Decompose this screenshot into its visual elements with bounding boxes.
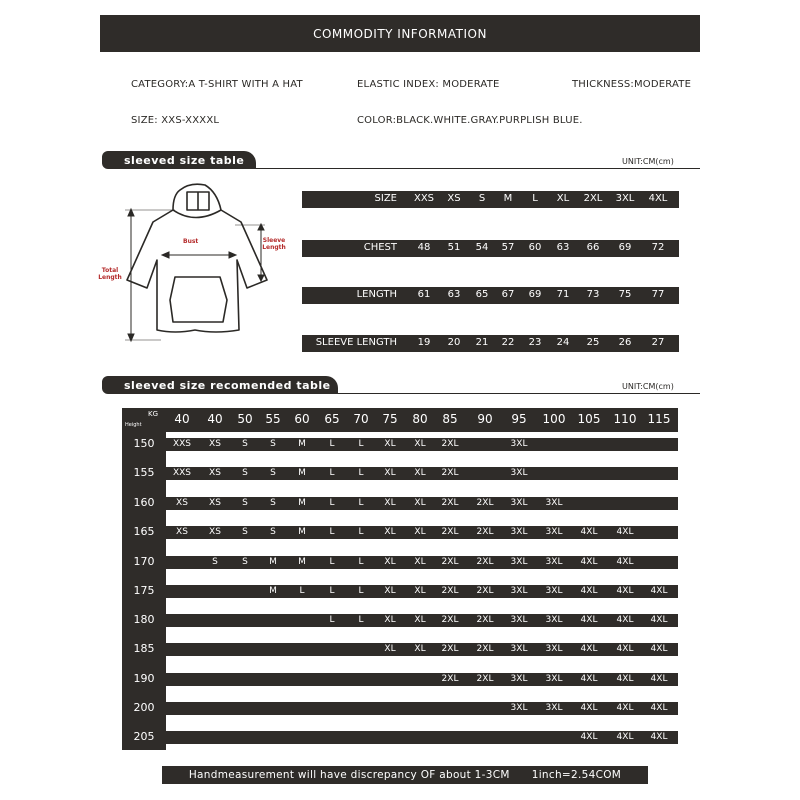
spec-cell: 19 (417, 337, 431, 348)
weight-header-cell: 90 (477, 412, 493, 426)
size-cell: S (270, 527, 276, 537)
size-cell: 4XL (580, 557, 598, 567)
size-row (166, 673, 678, 686)
spec-row-size (302, 191, 679, 208)
spec-row-chest (302, 240, 679, 257)
size-cell: L (358, 498, 364, 508)
weight-header-cell: 55 (265, 412, 281, 426)
size-cell: 3XL (510, 674, 528, 684)
size-cell: XL (414, 557, 426, 567)
weight-header-cell: 80 (412, 412, 428, 426)
spec-cell: 72 (651, 242, 665, 253)
size-cell: XXS (172, 439, 192, 449)
inch-conversion: 1inch=2.54COM (531, 769, 622, 781)
weight-header-cell: 85 (442, 412, 458, 426)
spec-cell: 24 (556, 337, 570, 348)
weight-header-cell: 110 (613, 412, 637, 426)
size-cell: 2XL (476, 557, 494, 567)
size-cell: M (298, 468, 306, 478)
size-cell: S (242, 498, 248, 508)
size-cell: S (242, 468, 248, 478)
size-cell: XS (209, 468, 221, 478)
size-cell: 4XL (616, 586, 634, 596)
size-cell: 3XL (545, 674, 563, 684)
spec-cell: 25 (586, 337, 600, 348)
commodity-information-banner (100, 15, 700, 52)
weight-header-cell: 75 (382, 412, 398, 426)
size-cell: 4XL (580, 527, 598, 537)
size-cell: 3XL (510, 586, 528, 596)
size-cell: 2XL (476, 527, 494, 537)
size-row (166, 643, 678, 656)
size-cell: M (298, 439, 306, 449)
size-cell: XL (384, 644, 396, 654)
spec-cell: M (503, 193, 513, 204)
spec-cell: 54 (475, 242, 489, 253)
size-row (166, 731, 678, 744)
weight-header-cell: 65 (324, 412, 340, 426)
size-row (166, 467, 678, 480)
info-color: COLOR:BLACK.WHITE.GRAY.PURPLISH BLUE. (357, 115, 583, 126)
spec-cell: 60 (528, 242, 542, 253)
size-cell: 4XL (650, 732, 668, 742)
spec-cell: 66 (586, 242, 600, 253)
size-cell: 4XL (580, 703, 598, 713)
size-cell: XL (414, 615, 426, 625)
size-cell: 3XL (545, 557, 563, 567)
spec-row-sleeve-length (302, 335, 679, 352)
size-row (166, 585, 678, 598)
spec-cell: 4XL (648, 193, 668, 204)
size-cell: XS (209, 498, 221, 508)
size-cell: 2XL (441, 674, 459, 684)
size-cell: S (242, 527, 248, 537)
size-cell: 3XL (545, 527, 563, 537)
measurement-note-bar (162, 766, 648, 784)
size-row (166, 702, 678, 715)
size-cell: 2XL (441, 527, 459, 537)
size-cell: S (242, 439, 248, 449)
section-divider (256, 168, 700, 169)
size-cell: 3XL (510, 615, 528, 625)
spec-cell: 61 (417, 289, 431, 300)
height-label: 170 (133, 555, 155, 568)
size-cell: 3XL (545, 498, 563, 508)
size-cell: 4XL (616, 674, 634, 684)
info-elastic: ELASTIC INDEX: MODERATE (357, 79, 500, 90)
size-cell: 3XL (510, 557, 528, 567)
size-cell: S (270, 439, 276, 449)
weight-header-cell: 60 (294, 412, 310, 426)
size-cell: S (270, 498, 276, 508)
size-cell: L (358, 586, 364, 596)
size-cell: XL (384, 586, 396, 596)
spec-cell: 63 (447, 289, 461, 300)
height-label: 205 (133, 730, 155, 743)
spec-row-label: SLEEVE LENGTH (315, 337, 397, 348)
spec-cell: 2XL (583, 193, 603, 204)
spec-row-label: SIZE (374, 193, 397, 204)
spec-cell: 48 (417, 242, 431, 253)
weight-header-cell: 50 (237, 412, 253, 426)
size-cell: M (298, 498, 306, 508)
size-cell: 4XL (616, 703, 634, 713)
spec-cell: 27 (651, 337, 665, 348)
size-cell: XS (209, 439, 221, 449)
size-cell: 2XL (441, 615, 459, 625)
weight-header-cell: 100 (542, 412, 566, 426)
size-cell: XL (384, 468, 396, 478)
height-label: 180 (133, 613, 155, 626)
size-cell: L (358, 615, 364, 625)
spec-cell: L (532, 193, 538, 204)
size-cell: 2XL (476, 615, 494, 625)
size-cell: L (299, 586, 305, 596)
size-cell: S (212, 557, 218, 567)
spec-row-label: CHEST (363, 242, 397, 253)
total-length-label: Total Length (98, 267, 122, 281)
size-cell: 3XL (510, 468, 528, 478)
spec-cell: 69 (528, 289, 542, 300)
size-cell: XXS (172, 468, 192, 478)
height-label: 155 (133, 466, 155, 479)
spec-cell: XS (447, 193, 461, 204)
weight-header-cell: 70 (353, 412, 369, 426)
size-row (166, 497, 678, 510)
size-cell: 4XL (616, 732, 634, 742)
size-cell: M (298, 557, 306, 567)
size-cell: M (269, 586, 277, 596)
weight-header-cell: 40 (174, 412, 190, 426)
size-cell: XL (384, 498, 396, 508)
height-label: 160 (133, 496, 155, 509)
size-cell: L (358, 527, 364, 537)
size-cell: L (358, 468, 364, 478)
size-cell: 3XL (545, 703, 563, 713)
size-cell: 2XL (441, 498, 459, 508)
spec-cell: 3XL (615, 193, 635, 204)
size-cell: XL (414, 527, 426, 537)
size-cell: 4XL (616, 615, 634, 625)
weight-header-row (122, 408, 678, 432)
size-cell: 3XL (510, 439, 528, 449)
size-cell: 3XL (545, 586, 563, 596)
size-cell: 4XL (580, 615, 598, 625)
size-cell: 2XL (441, 468, 459, 478)
size-cell: 2XL (476, 674, 494, 684)
size-cell: 4XL (616, 527, 634, 537)
info-size: SIZE: XXS-XXXXL (131, 115, 220, 126)
spec-row-label: LENGTH (356, 289, 397, 300)
spec-cell: 75 (618, 289, 632, 300)
size-cell: 2XL (476, 644, 494, 654)
size-cell: 2XL (441, 557, 459, 567)
weight-header-cell: 40 (207, 412, 223, 426)
weight-header-cell: 105 (577, 412, 601, 426)
height-label: 190 (133, 672, 155, 685)
weight-header-cell: 115 (647, 412, 671, 426)
size-table-unit: UNIT:CM(cm) (622, 157, 674, 166)
sleeve-length-label: Sleeve Length (262, 237, 286, 251)
size-row (166, 438, 678, 451)
spec-cell: 69 (618, 242, 632, 253)
size-row (166, 556, 678, 569)
height-column (122, 408, 166, 750)
size-cell: XL (384, 557, 396, 567)
size-cell: 4XL (580, 732, 598, 742)
height-label: 185 (133, 642, 155, 655)
size-cell: L (329, 557, 335, 567)
size-cell: 4XL (650, 644, 668, 654)
height-label: 175 (133, 584, 155, 597)
spec-cell: 22 (501, 337, 515, 348)
recommended-table-tab (102, 376, 338, 394)
size-cell: 2XL (476, 586, 494, 596)
size-cell: 4XL (650, 615, 668, 625)
spec-cell: S (478, 193, 486, 204)
size-table-tab-label: sleeved size table (124, 153, 245, 167)
size-cell: 3XL (510, 527, 528, 537)
size-cell: S (242, 557, 248, 567)
spec-cell: 77 (651, 289, 665, 300)
size-row (166, 526, 678, 539)
spec-cell: 20 (447, 337, 461, 348)
info-thickness: THICKNESS:MODERATE (572, 79, 692, 90)
info-category: CATEGORY:A T-SHIRT WITH A HAT (131, 79, 303, 90)
size-cell: 3XL (545, 644, 563, 654)
size-cell: M (298, 527, 306, 537)
size-cell: XL (384, 439, 396, 449)
size-cell: 4XL (616, 644, 634, 654)
size-cell: L (329, 439, 335, 449)
section-divider (338, 393, 700, 394)
bust-label: Bust (183, 238, 199, 245)
size-cell: L (329, 468, 335, 478)
size-cell: L (358, 557, 364, 567)
size-cell: L (329, 527, 335, 537)
size-cell: XL (414, 586, 426, 596)
spec-cell: 71 (556, 289, 570, 300)
spec-cell: 23 (528, 337, 542, 348)
spec-cell: 65 (475, 289, 489, 300)
measurement-note: Handmeasurement will have discrepancy OF about 1-3CM (188, 769, 510, 781)
spec-cell: XXS (413, 193, 435, 204)
size-cell: 4XL (580, 674, 598, 684)
kg-corner-label: KG (148, 410, 159, 418)
size-cell: L (329, 615, 335, 625)
size-cell: XL (414, 468, 426, 478)
recommended-table-tab-label: sleeved size recomended table (124, 378, 331, 392)
size-cell: 4XL (650, 674, 668, 684)
height-label: 200 (133, 701, 155, 714)
size-cell: L (358, 439, 364, 449)
garment-diagram (95, 180, 295, 350)
size-cell: 3XL (510, 498, 528, 508)
size-cell: L (329, 586, 335, 596)
size-cell: S (270, 468, 276, 478)
size-cell: XS (176, 498, 188, 508)
size-row (166, 614, 678, 627)
size-cell: M (269, 557, 277, 567)
height-label: 150 (133, 437, 155, 450)
spec-cell: 51 (447, 242, 461, 253)
size-cell: 4XL (580, 644, 598, 654)
size-table-tab (102, 151, 256, 169)
spec-cell: 73 (586, 289, 600, 300)
size-cell: XL (414, 439, 426, 449)
size-cell: XL (384, 615, 396, 625)
size-cell: L (329, 498, 335, 508)
recommended-table-unit: UNIT:CM(cm) (622, 382, 674, 391)
size-cell: XS (176, 527, 188, 537)
spec-cell: 26 (618, 337, 632, 348)
height-label: 165 (133, 525, 155, 538)
size-cell: 4XL (650, 586, 668, 596)
size-cell: 3XL (510, 644, 528, 654)
size-cell: XL (414, 644, 426, 654)
height-corner-label: Height (125, 422, 142, 428)
size-cell: 2XL (476, 498, 494, 508)
size-cell: 3XL (545, 615, 563, 625)
size-cell: 2XL (441, 586, 459, 596)
spec-cell: 21 (475, 337, 489, 348)
size-cell: XL (414, 498, 426, 508)
spec-cell: 67 (501, 289, 515, 300)
size-cell: 2XL (441, 439, 459, 449)
size-cell: 4XL (580, 586, 598, 596)
size-cell: 4XL (616, 557, 634, 567)
size-cell: 4XL (650, 703, 668, 713)
size-cell: XL (384, 527, 396, 537)
spec-row-length (302, 287, 679, 304)
spec-cell: 63 (556, 242, 570, 253)
hoodie-outline-icon (95, 180, 295, 350)
spec-cell: XL (556, 193, 570, 204)
size-cell: XS (209, 527, 221, 537)
spec-cell: 57 (501, 242, 515, 253)
size-cell: 2XL (441, 644, 459, 654)
size-cell: 3XL (510, 703, 528, 713)
weight-header-cell: 95 (511, 412, 527, 426)
banner-title: COMMODITY INFORMATION (313, 26, 487, 41)
